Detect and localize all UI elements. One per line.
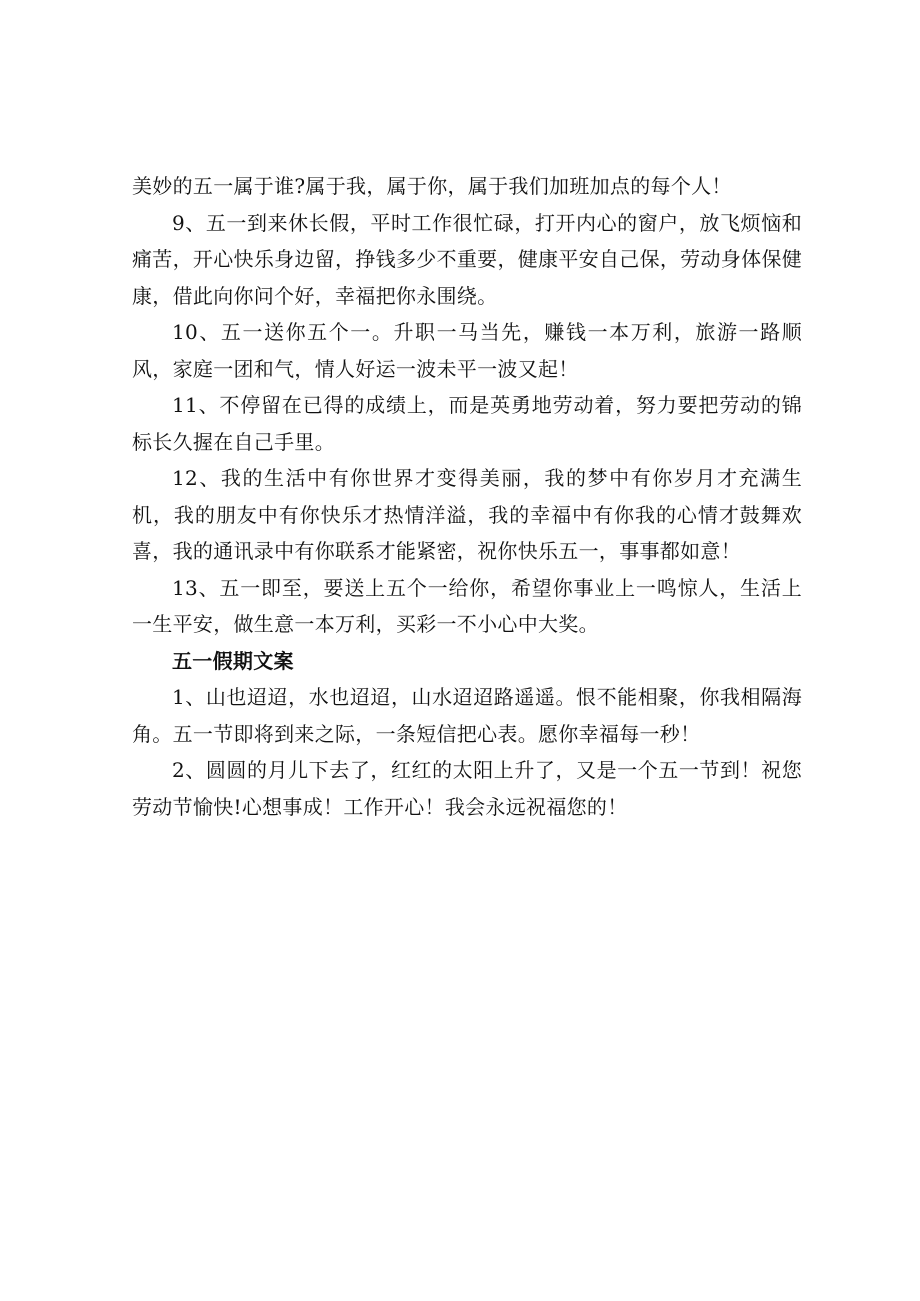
paragraph-item-11: 11、不停留在已得的成绩上，而是英勇地劳动着，努力要把劳动的锦标长久握在自己手里。 — [132, 393, 802, 454]
paragraph-item-9: 9、五一到来休长假，平时工作很忙碌，打开内心的窗户，放飞烦恼和痛苦，开心快乐身边留，挣钱多少不重要，健康平安自己保，劳动身体保健康，借此向你问个好，幸福把你永围绕。 — [132, 210, 802, 308]
paragraph-item-13: 13、五一即至，要送上五个一给你，希望你事业上一鸣惊人，生活上一生平安，做生意一本万利，买彩一不小心中大奖。 — [132, 575, 802, 636]
document-body — [132, 168, 802, 825]
section-heading: 五一假期文案 — [172, 648, 294, 673]
section-paragraph-2: 2、圆圆的月儿下去了，红红的太阳上升了，又是一个五一节到！祝您劳动节愉快!心想事成！工作开心！我会永远祝福您的！ — [132, 758, 802, 819]
section-paragraph-1: 1、山也迢迢，水也迢迢，山水迢迢路遥遥。恨不能相聚，你我相隔海角。五一节即将到来之际，一条短信把心表。愿你幸福每一秒！ — [132, 685, 802, 746]
paragraph-item-10: 10、五一送你五个一。升职一马当先，赚钱一本万利，旅游一路顺风，家庭一团和气，情人好运一波未平一波又起！ — [132, 320, 802, 381]
paragraph-continued: 美妙的五一属于谁?属于我，属于你，属于我们加班加点的每个人！ — [132, 174, 732, 198]
paragraph-item-12: 12、我的生活中有你世界才变得美丽，我的梦中有你岁月才充满生机，我的朋友中有你快乐才热情洋溢，我的幸福中有你我的心情才鼓舞欢喜，我的通讯录中有你联系才能紧密，祝你快乐五一，事事都如意！ — [132, 466, 802, 563]
